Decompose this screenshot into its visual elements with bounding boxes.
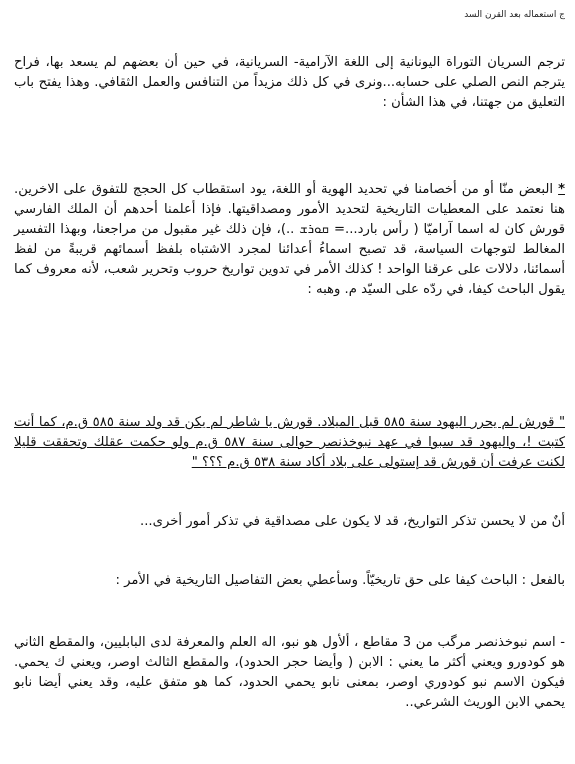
paragraph-intro [14,53,565,113]
paragraph-confirmation [14,571,565,591]
paragraph-comment [14,180,565,300]
page-header: ج استعماله بعد القرن السد [464,10,565,20]
paragraph-note [14,512,565,532]
paragraph-text: البعض منّا أو من أخصامنا في تحديد الهوية أو اللغة، يود استقطاب كل الحجج للتفوق على الاخرين. هنا نعتمد على المعطيات التاريخية لتحديد الأمور ومصداقيتها. فإذا أعلمنا أحدهم أن الملك الفارسي قورش كان له اسما آراميّا ( رأس بارد...= ܩܘܪܫ ..)، فإن ذلك غير مقبول من مراجعنا، وبهذا التفسير المغالط لتوجهات السياسة، قد تصبح اسماءُ أعدائنا لمجرد الاشتباه بلفظ أسمائهم قريبةً من لفظ أسمائنا، دلالات على عرقنا الواحد ! كذلك الأمر في تدوين تواريخ حروب وتحرير شعب، لأنه معروف كما يقول الباحث كيفا، في ردّه على السيّد م. وهبه : [14,182,565,297]
list-item-text: - اسم نبوخذنصر مرگب من 3 مقاطع ، ألأول هو نبو، اله العلم والمعرفة لدى البابليين، والمقطع الثاني هو كودورو ويعني أكثر ما يعني : الابن ( وأيضا حجر الحدود)، والمقطع الثالث اوصر، ويعني ك يحمي. فيكون الاسم نبو كودوري اوصر، بمعنى نابو يحمي الحدود، كما هو متفق عليه، وقد يعني أيضا نابو يحمي الابن الوريث الشرعي.. [14,635,565,710]
quote-block [14,413,565,473]
quote-text: " قورش لم يحرر اليهود سنة ٥٨٥ قبل الميلاد. قورش يا شاطر لم يكن قد ولد سنة ٥٨٥ ق.م، كما أنت كتبت !، واليهود قد سبوا في عهد نبوخذنصر حوالى سنة ٥٨٧ ق.م ولو حكمت عقلك وتحققت قليلا لكنت عرفت أن قورش قد إستولى على بلاد أكاد سنة ٥٣٨ ق.م ؟؟؟ " [14,415,566,470]
list-item [14,633,565,713]
paragraph-text: ترجم السريان التوراة اليونانية إلى اللغة الآرامية- السريانية، في حين أن بعضهم لم يسعد بها، فراح يترجم النص الصلي على حسابه...ونرى في كل ذلك مزيداً من التنافس والعمل الثقافي. وهذا يفتح باب التعليق من جهتنا، في هذا الشأن : [14,55,565,110]
paragraph-text: بالفعل : الباحث كيفا على حق تاريخيّاً. وسأعطي بعض التفاصيل التاريخية في الأمر : [115,573,565,588]
asterisk-marker: * [558,182,565,197]
paragraph-text: أنٌ من لا يحسن تذكر التواريخ، قد لا يكون على مصداقية في تذكر أمور أخرى... [140,514,565,529]
